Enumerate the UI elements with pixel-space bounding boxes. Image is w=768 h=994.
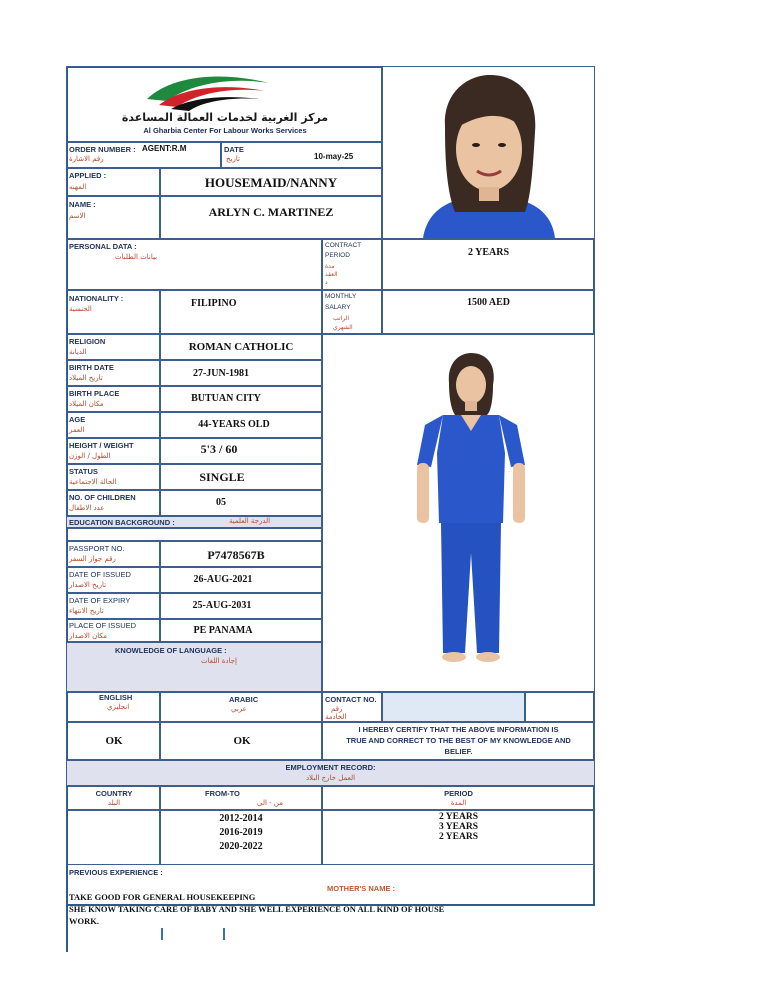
children-value-cell [160,490,322,516]
issue-place-label-arabic: مكان الاصدار [69,632,107,640]
order-number-label-arabic: رقم الاشارة [69,155,104,163]
english-label-arabic: انجليزي [107,703,130,711]
name-value: ARLYN C. MARTINEZ [208,205,334,219]
issue-place-label-cell [66,619,160,642]
birth-date-label: BIRTH DATE [69,363,114,372]
issue-date-label-arabic: تاريخ الاصدار [69,581,107,589]
contract-label-arabic-1: مدة [325,263,335,270]
experience-line-2: SHE KNOW TAKING CARE OF BABY AND SHE WELL EXPERIENCE ON ALL KIND OF HOUSE [69,904,445,914]
experience-line-3: WORK. [69,916,99,926]
contact-label-arabic-2: الخادمة [325,713,347,721]
fromto-value-3: 2020-2022 [219,841,263,852]
country-label-arabic: البلد [107,799,121,807]
birth-place-label-arabic: مكان الميلاد [69,400,104,408]
language-label-arabic: إجادة اللغات [201,657,237,665]
contract-label-line1: CONTRACT [325,242,362,249]
expiry-date-value: 25-AUG-2031 [192,600,252,611]
certification-line-3: BELIEF. [444,747,473,756]
salary-label-arabic-2: الشهري [333,324,353,331]
arabic-label-cell [160,692,322,722]
status-label: STATUS [69,467,98,476]
birth-place-label: BIRTH PLACE [69,389,120,398]
name-value-cell [160,196,382,239]
education-label: EDUCATION BACKGROUND : [69,518,175,527]
salary-value: 1500 AED [466,297,511,308]
expiry-date-label: DATE OF EXPIRY [69,596,131,605]
arabic-label: ARABIC [229,695,259,704]
employment-header [66,760,595,786]
certification-cell [322,722,595,760]
name-label-arabic: الاسم [69,212,86,220]
period-values-cell [322,810,595,865]
contact-label-cell [322,692,382,722]
passport-no-label-cell [66,541,160,567]
passport-no-value-cell [160,541,322,567]
birth-date-value: 27-JUN-1981 [192,368,250,379]
fromto-value-2: 2016-2019 [219,827,263,838]
height-weight-value-cell [160,438,322,464]
nationality-label-arabic: الجنسية [69,305,92,313]
issue-date-label-cell [66,567,160,593]
personal-data-label: PERSONAL DATA : [69,242,137,251]
english-label: ENGLISH [99,693,133,702]
status-label-arabic: الحالة الاجتماعية [69,478,117,486]
frame-extension [66,906,68,952]
period-value-1: 2 YEARS [439,812,478,822]
arabic-value: OK [233,735,251,747]
height-weight-label-cell [66,438,160,464]
date-cell [221,142,382,168]
order-number-cell [66,142,221,168]
period-value-2: 3 YEARS [439,822,478,832]
religion-value-cell [160,334,322,360]
employment-label: EMPLOYMENT RECORD: [285,763,376,772]
mothers-name-label: MOTHER'S NAME : [327,884,396,893]
english-value-cell [66,722,160,760]
height-weight-value: 5'3 / 60 [200,442,238,456]
arabic-label-arabic: عربي [231,705,247,713]
full-body-photo-cell [322,334,595,692]
marker-line-1 [161,928,163,940]
contract-label-arabic-3: د [325,279,328,286]
issue-place-label: PLACE OF ISSUED [69,621,137,630]
status-label-cell [66,464,160,490]
fromto-values-cell [160,810,322,865]
english-value: OK [105,735,123,747]
children-label-arabic: عدد الاطفال [69,504,105,512]
contract-label-arabic-2: العقد [325,271,338,278]
certification-line-2: TRUE AND CORRECT TO THE BEST OF MY KNOWLEDGE AND [346,736,571,745]
height-weight-label: HEIGHT / WEIGHT [69,441,134,450]
language-label: KNOWLEDGE OF LANGUAGE : [115,646,227,655]
order-number-value: AGENT:R.M [142,144,187,153]
period-label: PERIOD [444,789,473,798]
salary-label-cell [322,290,382,334]
height-weight-label-arabic: الطول / الوزن [69,452,111,460]
employment-label-arabic: العمل خارج البلاد [305,774,356,782]
applied-label-arabic: المهنه [69,183,87,191]
country-header-cell [66,786,160,810]
religion-label: RELIGION [69,337,106,346]
period-value-3: 2 YEARS [439,832,478,842]
status-value-cell [160,464,322,490]
fromto-label: FROM-TO [205,789,240,798]
personal-data-label-arabic: بيانات الطلبات [115,253,158,261]
english-label-cell [66,692,160,722]
contact-extra-cell [525,692,595,722]
contact-value-cell[interactable] [382,692,525,722]
portrait-photo [383,67,594,238]
education-header [66,516,322,528]
issue-place-value-cell [160,619,322,642]
contact-label-arabic-1: رقم [331,705,343,713]
issue-place-value: PE PANAMA [193,625,253,636]
expiry-date-label-arabic: تاريخ الانتهاء [69,607,104,615]
birth-date-label-cell [66,360,160,386]
country-label: COUNTRY [95,789,133,798]
issue-date-value-cell [160,567,322,593]
previous-experience-label: PREVIOUS EXPERIENCE : [69,868,163,877]
salary-label-arabic-1: الراتب [333,315,350,322]
date-value: 10-may-25 [314,152,354,161]
personal-data-cell [66,239,322,290]
nationality-label: NATIONALITY : [69,294,124,303]
name-label-cell [66,196,160,239]
language-header-cell [66,642,322,692]
fromto-header-cell [160,786,322,810]
portrait-photo-cell [382,66,595,239]
nationality-label-cell [66,290,160,334]
nationality-value: FILIPINO [191,298,237,309]
status-value: SINGLE [199,470,245,484]
issue-date-label: DATE OF ISSUED [69,570,131,579]
certification-line-1: I HEREBY CERTIFY THAT THE ABOVE INFORMATION IS [358,725,559,734]
experience-line-1: TAKE GOOD FOR GENERAL HOUSEKEEPING [69,892,256,902]
birth-date-label-arabic: تاريخ الميلاد [69,374,103,382]
applied-value-cell [160,168,382,196]
expiry-date-value-cell [160,593,322,619]
education-spacer [66,528,322,541]
nationality-value-cell [160,290,322,334]
order-number-label: ORDER NUMBER : [69,145,136,154]
contact-label: CONTACT NO. [325,695,377,704]
age-value-cell [160,412,322,438]
company-name-arabic: مركز الغربية لخدمات العمالة المساعدة [121,111,329,124]
full-body-photo [411,353,531,673]
birth-place-label-cell [66,386,160,412]
period-label-arabic: المدة [450,799,467,807]
contract-period-value: 2 YEARS [467,247,510,258]
age-value: 44-YEARS OLD [198,419,270,430]
children-label-cell [66,490,160,516]
age-label-cell [66,412,160,438]
applied-label: APPLIED : [69,171,107,180]
salary-label-line2: SALARY [325,304,351,311]
arabic-value-cell [160,722,322,760]
religion-label-cell [66,334,160,360]
marker-line-2 [223,928,225,940]
fromto-value-1: 2012-2014 [219,813,263,824]
contract-period-value-cell [382,239,595,290]
education-label-arabic: الدرجة العلمية [229,517,271,525]
contract-period-label-cell [322,239,382,290]
birth-date-value-cell [160,360,322,386]
contract-label-line2: PERIOD [325,252,350,259]
birth-place-value-cell [160,386,322,412]
religion-value: ROMAN CATHOLIC [188,341,294,353]
expiry-date-label-cell [66,593,160,619]
children-value: 05 [216,497,226,508]
header-cell [66,66,382,142]
salary-label-line1: MONTHLY [325,293,357,300]
fromto-label-arabic: من - الى [257,799,283,807]
religion-label-arabic: الديانة [69,348,87,356]
children-label: NO. OF CHILDREN [69,493,136,502]
period-header-cell [322,786,595,810]
date-label: DATE [224,145,244,154]
country-values-cell [66,810,160,865]
company-name-english: Al Gharbia Center For Labour Works Services [143,126,307,135]
company-logo [137,71,277,113]
passport-no-label: PASSPORT NO. [69,544,125,553]
applied-value: HOUSEMAID/NANNY [204,175,338,190]
birth-place-value: BUTUAN CITY [191,393,261,404]
issue-date-value: 26-AUG-2021 [193,574,253,585]
age-label-arabic: العمر [69,426,85,434]
date-label-arabic: تاريخ [226,155,240,163]
applied-label-cell [66,168,160,196]
salary-value-cell [382,290,595,334]
name-label: NAME : [69,200,96,209]
age-label: AGE [69,415,86,424]
passport-no-value: P7478567B [207,548,265,562]
passport-no-label-arabic: رقم جواز السفر [69,555,116,563]
